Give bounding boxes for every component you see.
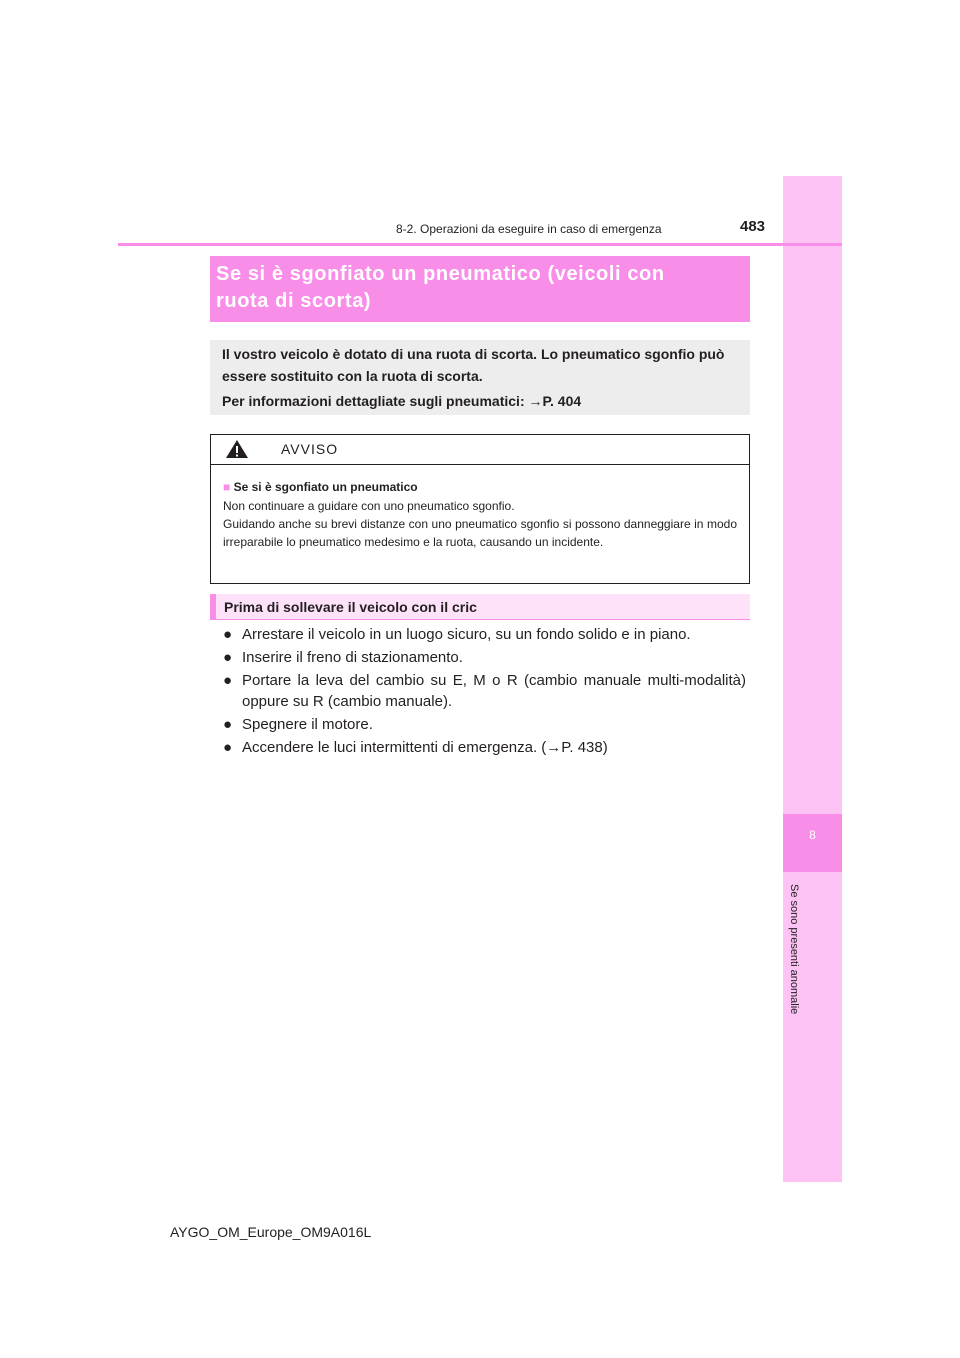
- subsection-title: Prima di sollevare il veicolo con il cric: [224, 599, 477, 615]
- intro-text: Il vostro veicolo è dotato di una ruota di scorta. Lo pneumatico sgonfio può essere sostituito con la ruota di scorta.: [222, 346, 725, 384]
- warning-triangle-icon: [225, 439, 249, 459]
- warning-line-1: Non continuare a guidare con uno pneumatico sgonfio.: [223, 499, 515, 513]
- section-title-box: [210, 256, 750, 322]
- list-item: ● Portare la leva del cambio su E, M o R (cambio manuale multi-modalità) oppure su R (cambio manuale).: [214, 670, 746, 712]
- list-item: ● Spegnere il motore.: [214, 714, 746, 735]
- warning-title: AVVISO: [281, 441, 339, 457]
- intro-box: [210, 340, 750, 415]
- warning-line-2: Guidando anche su brevi distanze con uno pneumatico sgonfio si possono danneggiare in modo irreparabile lo pneumatico medesimo e la ruota, causando un incidente.: [223, 517, 737, 549]
- header-rule: [118, 243, 842, 246]
- steps-list: [214, 624, 746, 760]
- warning-subtitle-text: Se si è sgonfiato un pneumatico: [233, 480, 418, 494]
- chapter-label: Se sono presenti anomalie: [788, 884, 800, 1015]
- list-item: ● Inserire il freno di stazionamento.: [214, 647, 746, 668]
- list-item: ● Accendere le luci intermittenti di emergenza. (→P. 438): [214, 737, 746, 758]
- chapter-number: 8: [809, 828, 816, 842]
- square-bullet-icon: ■: [223, 480, 231, 494]
- chapter-tab-active: [783, 814, 842, 872]
- section-title-line2: ruota di scorta): [216, 290, 372, 312]
- subsection-heading: [210, 594, 750, 620]
- warning-body: [211, 465, 749, 551]
- warning-box: [210, 434, 750, 584]
- warning-subtitle: [223, 478, 737, 496]
- running-head: 8-2. Operazioni da eseguire in caso di emergenza: [396, 222, 662, 236]
- warning-header: [211, 435, 749, 465]
- intro-reference: Per informazioni dettagliate sugli pneumatici: →P. 404: [222, 393, 582, 409]
- document-code: AYGO_OM_Europe_OM9A016L: [170, 1224, 372, 1240]
- section-title-line1: Se si è sgonfiato un pneumatico (veicoli con: [216, 263, 665, 285]
- chapter-side-tab: [783, 176, 842, 1182]
- page-number: 483: [740, 218, 766, 235]
- subsection-accent-bar: [210, 594, 216, 619]
- list-item: ● Arrestare il veicolo in un luogo sicuro, su un fondo solido e in piano.: [214, 624, 746, 645]
